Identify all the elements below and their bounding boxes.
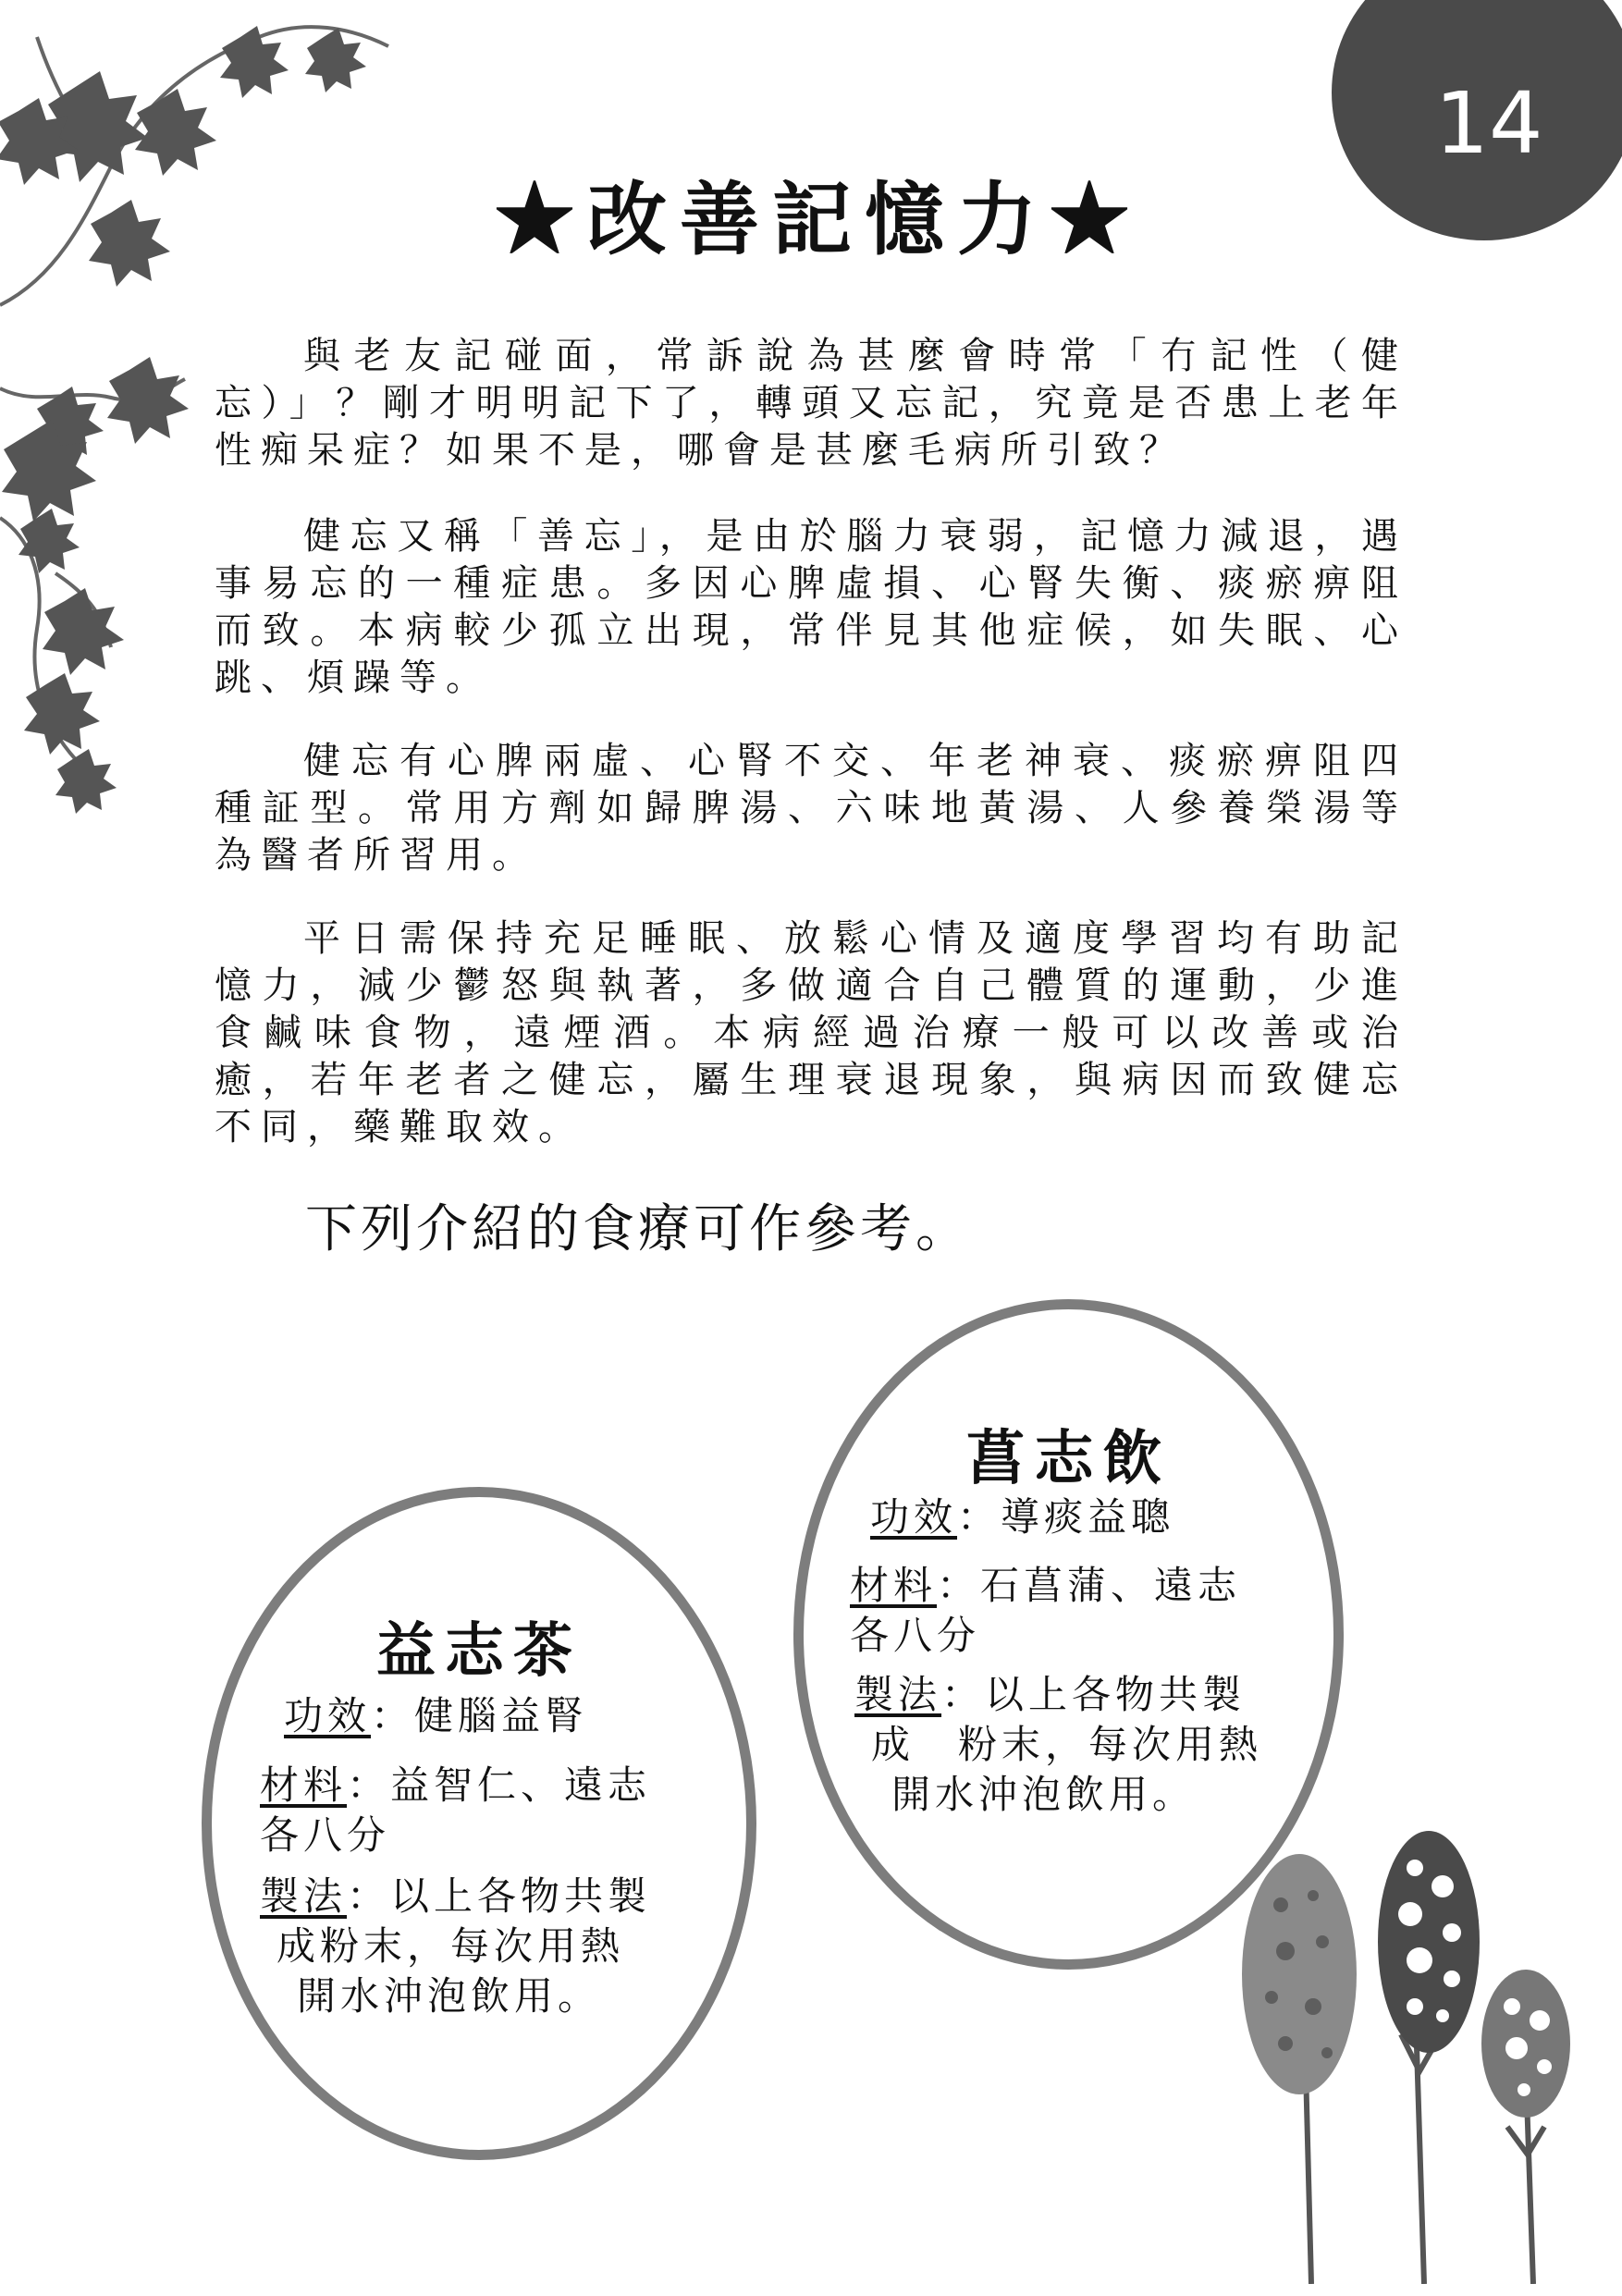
method-label: 製法 [854,1672,942,1717]
recipes-intro: 下列介紹的食療可作參考。 [305,1199,971,1259]
material-text-2: 各八分 [260,1812,391,1858]
method-label: 製法 [260,1873,348,1919]
method-text: ：以上各物共製 [941,1672,1247,1717]
method-text: ：以上各物共製 [347,1873,652,1919]
polka-dot-trees-icon [1230,1831,1581,2284]
recipe-method [260,1872,651,2021]
method-text-2: 成 粉末，每次用熱 [871,1722,1263,1767]
effect-text: ：導痰益聰 [957,1494,1175,1540]
page-number: 14 [1434,74,1543,173]
method-text-2: 成粉末，每次用熱 [276,1923,625,1969]
material-text: ：石菖蒲、遠志 [937,1563,1242,1608]
effect-label: 功效 [870,1494,958,1540]
method-text-3: 開水沖泡飲用。 [891,1772,1197,1817]
recipe-name: 益志茶 [376,1616,582,1686]
effect-label: 功效 [284,1693,372,1738]
paragraph-1: 與老友記碰面，常訴說為甚麼會時常「冇記性（健忘）」？剛才明明記下了，轉頭又忘記，究竟是否患上老年性痴呆症？如果不是，哪會是甚麼毛病所引致？ [215,335,1407,472]
recipe-material [850,1561,1241,1661]
recipe-card-yizhi-tea [202,1487,756,2160]
effect-text: ：健腦益腎 [371,1693,589,1738]
material-label: 材料 [260,1762,348,1808]
recipe-material [260,1761,651,1860]
material-text-2: 各八分 [850,1613,981,1658]
material-text: ：益智仁、遠志 [347,1762,652,1808]
recipe-effect [284,1691,588,1741]
page-title: ★改善記憶力★ [495,173,1142,266]
paragraph-3: 健忘有心脾兩虛、心腎不交、年老神衰、痰瘀痹阻四種証型。常用方劑如歸脾湯、六味地黃湯、人參養榮湯等為醫者所習用。 [215,740,1407,877]
method-text-3: 開水沖泡飲用。 [297,1973,602,2019]
material-label: 材料 [850,1563,938,1608]
recipe-effect [870,1492,1174,1542]
paragraph-4: 平日需保持充足睡眠、放鬆心情及適度學習均有助記憶力，減少鬱怒與執著，多做適合自己體質的運動，少進食鹹味食物，遠煙酒。本病經過治療一般可以改善或治癒，若年老者之健忘，屬生理衰退現象，與病因而致健忘不同，藥難取效。 [215,917,1407,1148]
recipe-name: 菖志飲 [965,1424,1172,1493]
recipe-method [854,1670,1262,1820]
paragraph-2: 健忘又稱「善忘」，是由於腦力衰弱，記憶力減退，遇事易忘的一種症患。多因心脾虛損、心腎失衡、痰瘀痹阻而致。本病較少孤立出現，常伴見其他症候，如失眠、心跳、煩躁等。 [215,515,1407,699]
